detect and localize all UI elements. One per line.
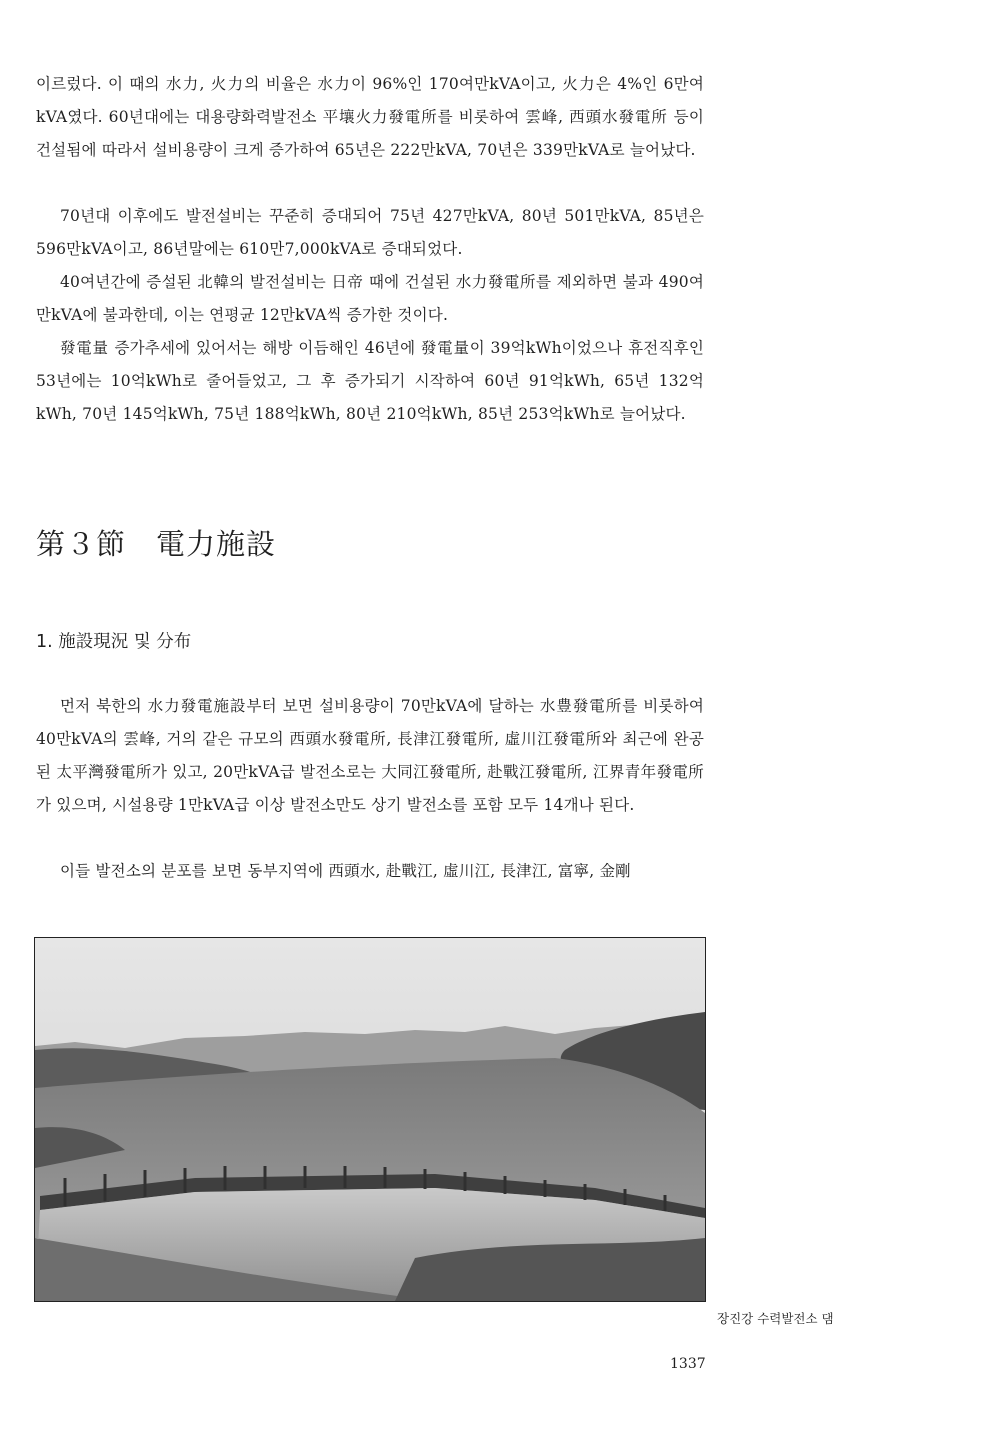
paragraph-generation-trend: 發電量 증가추세에 있어서는 해방 이듬해인 46년에 發電量이 39억kWh이었으나 휴전직후인 53년에는 10억kWh로 줄어들었고, 그 후 증가되기 시작하여 60년 91억kWh, 65년 132억kWh, 70년 145억kWh, 75년 188억kWh, 80년 210억kWh, 85년 253억kWh로 늘어났다. [36,339,704,423]
section-heading [36,522,276,563]
section-number: 第３節 [36,527,127,561]
paragraph-hydro-facilities: 먼저 북한의 水力發電施設부터 보면 설비용량이 70만kVA에 달하는 水豊發電所를 비롯하여 40만kVA의 雲峰, 거의 같은 규모의 西頭水發電所, 長津江發電所, 虛川江發電所와 최근에 완공된 太平灣發電所가 있고, 20만kVA급 발전소로는 大同江發電所, 赴戰江發電所, 江界青年發電所가 있으며, 시설용량 1만kVA급 이상 발전소만도 상기 발전소를 포함 모두 14개나 된다. [36,697,704,814]
paragraph-power-ratio: 이르렀다. 이 때의 水力, 火力의 비율은 水力이 96%인 170여만kVA이고, 火力은 4%인 6만여kVA였다. 60년대에는 대용량화력발전소 平壤火力發電所를 비롯하여 雲峰, 西頭水發電所 등이 건설됨에 따라서 설비용량이 크게 증가하여 65년은 222만kVA, 70년은 339만kVA로 늘어났다. [36,75,704,159]
paragraph-plant-distribution: 이들 발전소의 분포를 보면 동부지역에 西頭水, 赴戰江, 虛川江, 長津江, 富寧, 金剛 [60,862,631,880]
dam-photograph [34,937,706,1302]
paragraph-1970s-capacity: 70년대 이후에도 발전설비는 꾸준히 증대되어 75년 427만kVA, 80년 501만kVA, 85년은 596만kVA이고, 86년말에는 610만7,000kVA로 증대되었다. [36,207,704,258]
section-title: 電力施設 [156,527,277,561]
subsection-heading: 1. 施設現況 및 分布 [36,632,192,652]
page-number: 1337 [670,1356,706,1372]
paragraph-added-capacity: 40여년간에 증설된 北韓의 발전설비는 日帝 때에 건설된 水力發電所를 제외하면 불과 490여만kVA에 불과한데, 이는 연평균 12만kVA씩 증가한 것이다. [36,273,704,324]
photo-caption: 장진강 수력발전소 댐 [717,1311,834,1326]
